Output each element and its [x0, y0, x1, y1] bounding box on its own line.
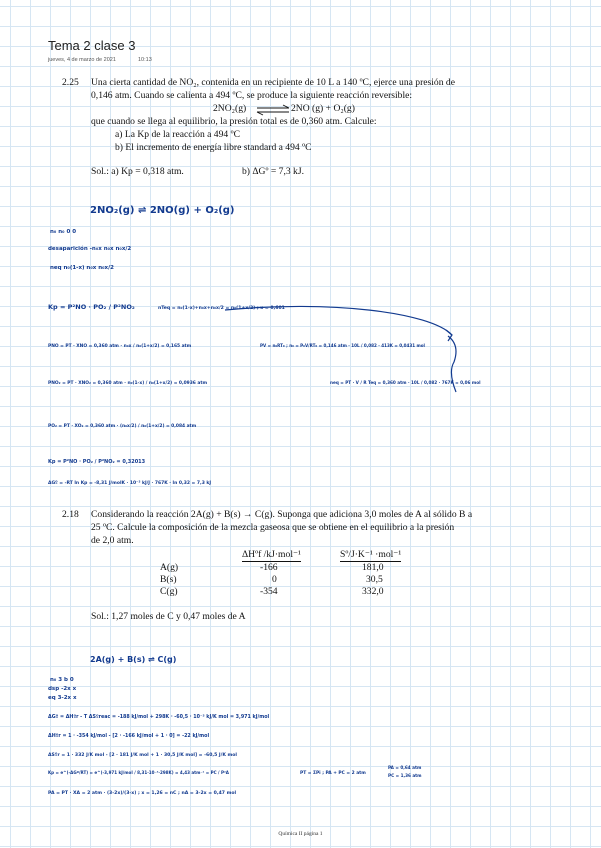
- table-row-enthalpy: 0: [272, 574, 277, 585]
- table-row-entropy: 181,0: [362, 562, 384, 573]
- page-title: Tema 2 clase 3: [48, 38, 136, 53]
- table-row-species: C(g): [160, 586, 178, 597]
- note-1-total-moles: nTeq = n₀(1-x)+n₀x+n₀x/2 = n₀(1+x/2) ; x = 0,601: [158, 306, 285, 311]
- note-1-equation: 2NO₂(g) ⇌ 2NO(g) + O₂(g): [90, 205, 235, 216]
- table-row-enthalpy: -354: [260, 586, 278, 597]
- note-2-row-equilibrium: eq 3-2x x: [48, 695, 77, 701]
- problem-1-number: 2.25: [62, 77, 79, 88]
- page-date: jueves, 4 de marzo de 2021: [48, 57, 116, 63]
- table-header-enthalpy: ΔHºf /kJ·mol⁻¹: [242, 549, 301, 560]
- problem-2-line-1: Considerando la reacción 2A(g) + B(s) → C(g). Suponga que adiciona 3,0 moles de A al sólido B a: [91, 509, 473, 520]
- note-2-row-initial: n₀ 3 b 0: [50, 677, 74, 683]
- problem-1-line-3: que cuando se llega al equilibrio, la presión total es de 0,360 atm. Calcule:: [91, 116, 377, 127]
- note-2-row-reacted: dsp -2x x: [48, 686, 77, 692]
- page-footer: Química II página 1: [278, 831, 323, 837]
- table-row-enthalpy: -166: [260, 562, 278, 573]
- table-row-species: A(g): [160, 562, 179, 573]
- table-row-entropy: 30,5: [366, 574, 383, 585]
- problem-2-number: 2.18: [62, 509, 79, 520]
- note-2-pt-line: PT = ΣPi ; PA + PC = 2 atm: [300, 771, 366, 776]
- problem-1-line-2: 0,146 atm. Cuando se calienta a 494 ºC, se produce la siguiente reacción reversible:: [91, 90, 413, 101]
- problem-2-line-2: 25 ºC. Calcule la composición de la mezcla gaseosa que se obtiene en el equilibrio a la presión: [91, 522, 455, 533]
- table-row-entropy: 332,0: [362, 586, 384, 597]
- problem-2-line-3: de 2,0 atm.: [91, 535, 134, 546]
- problem-2-solution: Sol.: 1,27 moles de C y 0,47 moles de A: [91, 611, 246, 622]
- note-1-p-no2: PNO₂ = PT · XNO₂ = 0,360 atm · n₀(1-x) / n₀(1+x/2) = 0,0936 atm: [48, 381, 208, 386]
- problem-1-solution-b: b) ΔGº = 7,3 kJ.: [242, 166, 304, 177]
- note-1-row-reacted: desaparición -n₀x n₀x n₀x/2: [48, 246, 132, 252]
- table-row-species: B(s): [160, 574, 177, 585]
- note-1-p-no: PNO = PT · XNO = 0,360 atm · n₀x / n₀(1+x/2) = 0,165 atm: [48, 344, 192, 349]
- note-1-kp-result: Kp = P²NO · PO₂ / P²NO₂ = 0,32013: [48, 459, 146, 465]
- reaction-left: 2NO₂(g): [213, 103, 247, 114]
- note-1-row-initial: n₀ n₀ 0 0: [50, 229, 77, 235]
- note-2-equation: 2A(g) + B(s) ⇌ C(g): [90, 655, 177, 664]
- note-2-kp-line: Kp = e^(-ΔGº/RT) = e^(-3,971 kJ/mol / 8,31·10⁻³·298K) = 4,43 atm⁻¹ = PC / P²A: [48, 770, 229, 775]
- reaction-right: 2NO (g) + O₂(g): [291, 103, 355, 114]
- note-2-final-line: PA = PT · XA = 2 atm · (3-2x)/(3-x) ; x = 1,26 = nC ; nA = 3-2x = 0,47 mol: [48, 791, 237, 796]
- note-2-pa-result: PA = 0,64 atm: [388, 765, 422, 770]
- page-time: 10:13: [138, 57, 152, 63]
- note-1-neq-calc: neq = PT · V / R Teq = 0,360 atm · 10L / 0,082 · 767K = 0,06 mol: [330, 380, 481, 385]
- note-2-ds-line: ΔSºr = 1 · 332 J/K mol - [2 · 181 J/K mol + 1 · 30,5 J/K mol] = -60,5 J/K mol: [48, 753, 237, 758]
- note-1-dg-result: ΔGº = -RT ln Kp = -8,31 J/molK · 10⁻³ kJ/J · 767K · ln 0,32 = 7,3 kJ: [48, 481, 212, 486]
- note-1-n0-calc: PV = n₀RT₀ ; n₀ = P₀V/RT₀ = 0,146 atm · 10L / 0,082 · 413K = 0,0431 mol: [260, 343, 425, 348]
- problem-1-line-1: Una cierta cantidad de NO₂, contenida en un recipiente de 10 L a 140 ºC, ejerce una presión de: [91, 77, 455, 88]
- table-header-entropy: Sº/J·K⁻¹ ·mol⁻¹: [340, 549, 402, 560]
- note-2-dh-line: ΔHºr = 1 · -354 kJ/mol - [2 · -166 kJ/mol + 1 · 0] = -22 kJ/mol: [48, 734, 210, 739]
- problem-1-item-b: b) El incremento de energía libre standard a 494 ºC: [115, 142, 312, 153]
- note-1-kp-expression: Kp = P²NO · PO₂ / P²NO₂: [48, 303, 135, 311]
- note-1-row-equilibrium: neq n₀(1-x) n₀x n₀x/2: [50, 265, 114, 271]
- note-2-dg-line: ΔGº = ΔHºr - T ΔSºreac = -188 kJ/mol + 298K · -60,5 · 10⁻³ kJ/K mol = 3,971 kJ/mol: [48, 715, 270, 720]
- problem-1-solution-a: Sol.: a) Kp = 0,318 atm.: [91, 166, 184, 177]
- note-1-p-o2: PO₂ = PT · XO₂ = 0,360 atm · (n₀x/2) / n₀(1+x/2) = 0,084 atm: [48, 424, 197, 429]
- problem-1-item-a: a) La Kp de la reacción a 494 ºC: [115, 129, 240, 140]
- note-2-pc-result: PC = 1,36 atm: [388, 773, 422, 778]
